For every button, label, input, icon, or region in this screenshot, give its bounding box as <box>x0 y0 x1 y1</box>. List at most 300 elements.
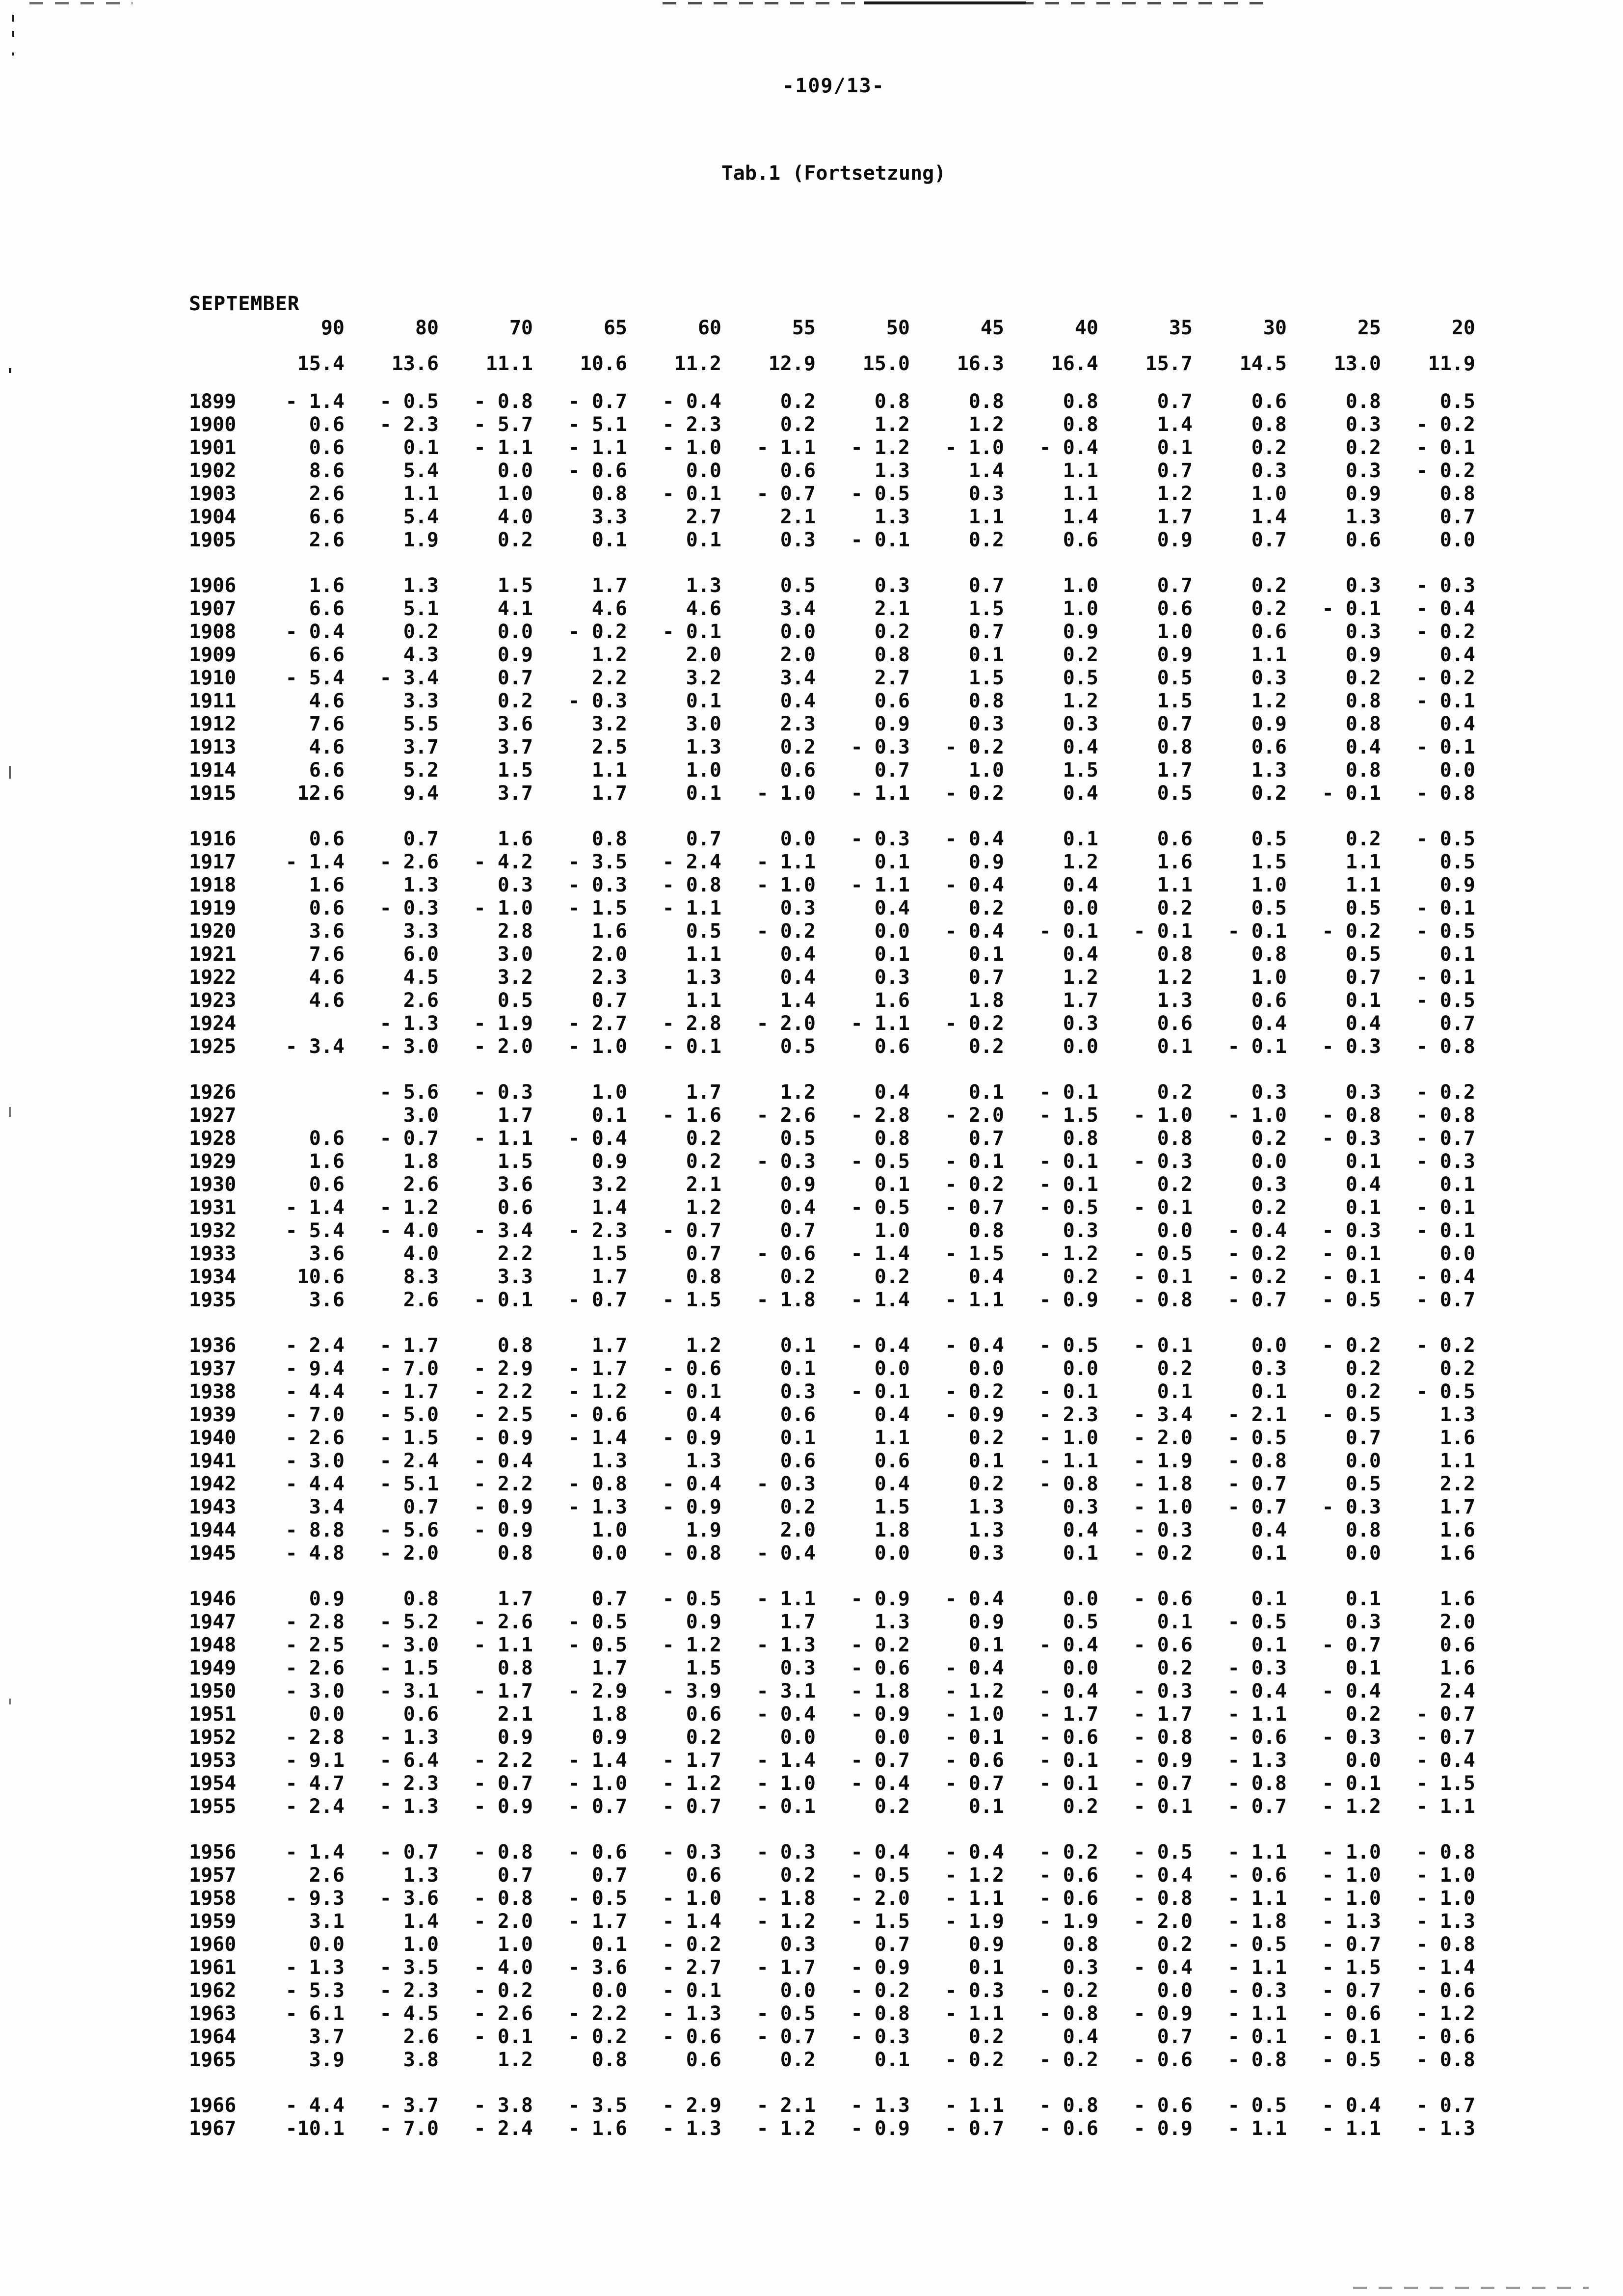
value-cell: 0.1 <box>1439 1173 1475 1196</box>
value-cell: 0.7 <box>686 1243 721 1265</box>
value-cell: - 1.3 <box>285 1956 345 1979</box>
value-cell: - 0.1 <box>474 1289 533 1311</box>
value-cell: 0.0 <box>1439 1243 1475 1265</box>
value-cell: - 3.7 <box>379 2094 439 2117</box>
value-cell: 0.3 <box>780 1380 816 1403</box>
value-cell: - 1.1 <box>945 2094 1004 2117</box>
table-row <box>189 966 1475 989</box>
value-cell: - 0.4 <box>945 828 1004 850</box>
value-cell: - 1.1 <box>474 436 533 459</box>
value-cell: - 2.0 <box>379 1542 439 1565</box>
value-cell: - 1.9 <box>945 1910 1004 1933</box>
value-cell: - 0.8 <box>1416 1104 1475 1127</box>
value-cell: 0.2 <box>1345 1380 1381 1403</box>
value-cell: 2.0 <box>686 644 721 666</box>
value-cell: 0.2 <box>1345 436 1381 459</box>
value-cell: 0.4 <box>968 1266 1004 1288</box>
value-cell: 0.3 <box>968 1542 1004 1565</box>
value-cell: 0.7 <box>1157 390 1193 413</box>
mean-value-cell: 15.7 <box>1145 352 1193 375</box>
value-cell: - 0.8 <box>662 1542 721 1565</box>
value-cell: 1.4 <box>1157 413 1193 436</box>
value-cell: 0.3 <box>968 713 1004 735</box>
value-cell: - 0.5 <box>568 1611 627 1633</box>
value-cell: 1.0 <box>968 759 1004 782</box>
value-cell: - 5.2 <box>379 1611 439 1633</box>
table-row <box>189 1243 1475 1266</box>
value-cell: - 0.2 <box>474 1979 533 2002</box>
table-row <box>189 828 1475 851</box>
scan-artifact <box>9 368 11 373</box>
value-cell: - 1.3 <box>1416 1910 1475 1933</box>
value-cell: 0.7 <box>591 1864 627 1887</box>
value-cell: 0.3 <box>968 483 1004 505</box>
value-cell: 0.2 <box>1157 1357 1193 1380</box>
value-cell: 0.7 <box>497 667 533 689</box>
table-row <box>189 1427 1475 1450</box>
value-cell: - 0.2 <box>945 1012 1004 1035</box>
value-cell: 0.0 <box>874 1726 910 1749</box>
value-cell: 0.5 <box>1157 667 1193 689</box>
value-cell: - 0.8 <box>474 1841 533 1864</box>
value-cell: 0.3 <box>1345 1611 1381 1633</box>
value-cell: - 1.9 <box>1039 1910 1098 1933</box>
value-cell: - 2.8 <box>662 1012 721 1035</box>
value-cell: - 1.0 <box>756 1772 816 1795</box>
value-cell: 2.1 <box>497 1703 533 1726</box>
table-row <box>189 436 1475 459</box>
value-cell: - 0.2 <box>662 1933 721 1956</box>
value-cell: 0.1 <box>968 1450 1004 1472</box>
value-cell: - 4.8 <box>285 1542 345 1565</box>
value-cell: - 0.6 <box>1133 2094 1193 2117</box>
value-cell: 0.1 <box>968 1081 1004 1104</box>
value-cell: - 3.6 <box>379 1887 439 1910</box>
value-cell: 5.4 <box>403 459 439 482</box>
year-cell: 1947 <box>189 1611 237 1633</box>
value-cell: - 0.2 <box>945 1173 1004 1196</box>
value-cell: - 0.3 <box>851 828 910 850</box>
value-cell: - 1.4 <box>851 1243 910 1265</box>
value-cell: - 0.4 <box>851 1334 910 1357</box>
table-row <box>189 1104 1475 1127</box>
value-cell: 0.8 <box>968 1219 1004 1242</box>
value-cell: - 0.2 <box>1416 667 1475 689</box>
value-cell: 0.8 <box>1345 759 1381 782</box>
value-cell: 7.6 <box>309 713 345 735</box>
value-cell: 1.8 <box>874 1519 910 1541</box>
value-cell: - 0.1 <box>1227 920 1287 943</box>
row-group <box>189 390 1475 552</box>
value-cell: - 7.0 <box>379 1357 439 1380</box>
year-cell: 1940 <box>189 1427 237 1449</box>
value-cell: 0.5 <box>1063 1611 1098 1633</box>
value-cell: 0.7 <box>403 828 439 850</box>
value-cell: - 1.1 <box>474 1127 533 1150</box>
value-cell: - 1.1 <box>851 1012 910 1035</box>
value-cell: - 0.8 <box>1227 1772 1287 1795</box>
value-cell: 0.1 <box>968 1795 1004 1818</box>
value-cell: - 0.3 <box>1416 574 1475 597</box>
table-row <box>189 390 1475 413</box>
value-cell: - 0.7 <box>1416 1703 1475 1726</box>
value-cell: - 1.7 <box>474 1680 533 1702</box>
value-cell: - 0.1 <box>1322 782 1381 805</box>
value-cell: 0.0 <box>780 1979 816 2002</box>
value-cell: - 0.4 <box>1322 1680 1381 1702</box>
value-cell: 0.6 <box>874 690 910 712</box>
value-cell: 2.0 <box>780 644 816 666</box>
value-cell: - 0.8 <box>1416 1841 1475 1864</box>
value-cell: 0.2 <box>1157 1933 1193 1956</box>
table-row <box>189 644 1475 667</box>
column-header: 65 <box>603 317 627 339</box>
value-cell: - 1.1 <box>1227 1887 1287 1910</box>
value-cell: - 3.6 <box>568 1956 627 1979</box>
value-cell: - 0.9 <box>474 1427 533 1449</box>
column-header: 35 <box>1169 317 1193 339</box>
value-cell: - 0.5 <box>1227 1611 1287 1633</box>
value-cell: 0.3 <box>1345 621 1381 643</box>
value-cell: 1.1 <box>1063 459 1098 482</box>
value-cell: 0.7 <box>968 621 1004 643</box>
value-cell: 0.5 <box>780 1127 816 1150</box>
value-cell: 0.6 <box>1251 736 1287 758</box>
mean-value-cell: 11.1 <box>485 352 533 375</box>
table-row <box>189 897 1475 920</box>
value-cell: - 2.8 <box>851 1104 910 1127</box>
value-cell: 0.8 <box>497 1542 533 1565</box>
value-cell: 4.3 <box>403 644 439 666</box>
year-cell: 1932 <box>189 1219 237 1242</box>
value-cell: 0.1 <box>1157 1611 1193 1633</box>
value-cell: 4.6 <box>309 736 345 758</box>
value-cell: - 1.4 <box>285 851 345 873</box>
value-cell: 0.1 <box>1345 1196 1381 1219</box>
value-cell: - 0.4 <box>945 920 1004 943</box>
value-cell: 8.3 <box>403 1266 439 1288</box>
year-cell: 1958 <box>189 1887 237 1910</box>
value-cell: - 0.4 <box>945 1334 1004 1357</box>
value-cell: 2.6 <box>403 1173 439 1196</box>
value-cell: 0.9 <box>1251 713 1287 735</box>
table-row <box>189 1127 1475 1150</box>
table-caption: Tab.1 (Fortsetzung) <box>721 162 946 185</box>
value-cell: 0.1 <box>1345 1657 1381 1679</box>
value-cell: 0.5 <box>686 920 721 943</box>
value-cell: - 1.3 <box>379 1795 439 1818</box>
table-row <box>189 920 1475 943</box>
value-cell: 0.6 <box>780 1404 816 1426</box>
value-cell: 0.9 <box>1063 621 1098 643</box>
value-cell: 0.5 <box>1439 390 1475 413</box>
value-cell: - 0.8 <box>1227 2049 1287 2071</box>
value-cell: - 1.0 <box>1416 1887 1475 1910</box>
mean-value-cell: 13.6 <box>391 352 439 375</box>
column-header: 80 <box>415 317 439 339</box>
value-cell: - 0.1 <box>1322 1243 1381 1265</box>
value-cell: 0.2 <box>1157 1081 1193 1104</box>
value-cell: 0.0 <box>591 1542 627 1565</box>
value-cell: 3.6 <box>497 1173 533 1196</box>
value-cell: - 0.1 <box>474 2026 533 2048</box>
value-cell: - 5.1 <box>568 413 627 436</box>
value-cell: 0.8 <box>1345 690 1381 712</box>
value-cell: 0.1 <box>874 943 910 966</box>
value-cell: - 1.1 <box>1227 1956 1287 1979</box>
value-cell: 4.6 <box>591 597 627 620</box>
value-cell: 0.8 <box>1345 390 1381 413</box>
value-cell: - 0.4 <box>662 1473 721 1495</box>
value-cell: - 3.8 <box>474 2094 533 2117</box>
value-cell: 1.7 <box>497 1588 533 1610</box>
value-cell: - 2.0 <box>1133 1427 1193 1449</box>
value-cell: - 1.5 <box>568 897 627 919</box>
value-cell: - 0.1 <box>945 1150 1004 1173</box>
value-cell: 0.3 <box>780 1933 816 1956</box>
scan-artifact <box>864 1 1026 4</box>
value-cell: 0.2 <box>968 1473 1004 1495</box>
value-cell: 0.3 <box>1063 1956 1098 1979</box>
value-cell: 0.1 <box>1439 943 1475 966</box>
value-cell: 1.2 <box>780 1081 816 1104</box>
value-cell: - 0.9 <box>851 1703 910 1726</box>
value-cell: 4.6 <box>686 597 721 620</box>
value-cell: 2.6 <box>309 483 345 505</box>
value-cell: 0.3 <box>1251 1081 1287 1104</box>
value-cell: 0.7 <box>403 1496 439 1518</box>
value-cell: - 0.4 <box>756 1542 816 1565</box>
value-cell: - 0.8 <box>474 390 533 413</box>
value-cell: - 0.5 <box>1416 989 1475 1012</box>
value-cell: - 1.3 <box>1227 1749 1287 1772</box>
value-cell: 0.9 <box>309 1588 345 1610</box>
value-cell: - 0.8 <box>662 874 721 896</box>
value-cell: 0.4 <box>780 690 816 712</box>
value-cell: - 0.2 <box>851 1634 910 1656</box>
year-cell: 1906 <box>189 574 237 597</box>
value-cell: 0.6 <box>309 828 345 850</box>
value-cell: 0.7 <box>1251 529 1287 551</box>
value-cell: - 0.1 <box>1133 1334 1193 1357</box>
value-cell: - 2.9 <box>662 2094 721 2117</box>
year-cell: 1934 <box>189 1266 237 1288</box>
value-cell: 0.6 <box>1063 529 1098 551</box>
year-cell: 1956 <box>189 1841 237 1864</box>
table-row <box>189 1334 1475 1357</box>
value-cell: - 9.4 <box>285 1357 345 1380</box>
value-cell: 3.2 <box>686 667 721 689</box>
value-cell: 0.6 <box>1345 529 1381 551</box>
value-cell: 0.4 <box>780 966 816 989</box>
value-cell: - 1.8 <box>851 1680 910 1702</box>
value-cell: 0.7 <box>1345 1427 1381 1449</box>
mean-value-cell: 16.3 <box>957 352 1004 375</box>
value-cell: - 0.2 <box>1322 1334 1381 1357</box>
value-cell: 0.9 <box>968 1933 1004 1956</box>
table-row <box>189 1380 1475 1404</box>
value-cell: 1.1 <box>874 1427 910 1449</box>
value-cell: - 1.2 <box>851 436 910 459</box>
value-cell: 0.1 <box>1251 1634 1287 1656</box>
value-cell: - 3.4 <box>474 1219 533 1242</box>
value-cell: 1.3 <box>686 736 721 758</box>
value-cell: - 0.3 <box>568 874 627 896</box>
table-row <box>189 1979 1475 2002</box>
value-cell: - 0.7 <box>756 483 816 505</box>
value-cell: 0.9 <box>1157 644 1193 666</box>
value-cell: 0.2 <box>968 2026 1004 2048</box>
mean-value-cell: 13.0 <box>1333 352 1381 375</box>
value-cell: - 1.1 <box>1227 1703 1287 1726</box>
value-cell: - 0.1 <box>1416 690 1475 712</box>
value-cell: - 1.1 <box>662 897 721 919</box>
year-cell: 1904 <box>189 506 237 528</box>
value-cell: - 0.2 <box>945 736 1004 758</box>
value-cell: - 0.6 <box>1039 1726 1098 1749</box>
value-cell: 0.0 <box>1063 897 1098 919</box>
value-cell: 0.3 <box>1345 1081 1381 1104</box>
mean-value-cell: 14.5 <box>1239 352 1287 375</box>
value-cell: 0.9 <box>1439 874 1475 896</box>
value-cell: 0.1 <box>686 529 721 551</box>
value-cell: - 0.6 <box>662 1357 721 1380</box>
value-cell: 0.7 <box>1345 966 1381 989</box>
value-cell: 0.8 <box>591 828 627 850</box>
scan-artifact <box>9 1699 11 1704</box>
value-cell: 0.1 <box>1063 1542 1098 1565</box>
year-cell: 1954 <box>189 1772 237 1795</box>
value-cell: - 0.1 <box>1322 597 1381 620</box>
value-cell: 0.3 <box>1251 459 1287 482</box>
value-cell: - 1.1 <box>945 1289 1004 1311</box>
mean-row <box>189 352 1475 376</box>
value-cell: 3.6 <box>309 920 345 943</box>
value-cell: - 1.3 <box>1416 2117 1475 2140</box>
value-cell: 0.8 <box>1157 943 1193 966</box>
value-cell: 0.6 <box>686 2049 721 2071</box>
table-row <box>189 1680 1475 1703</box>
table-row <box>189 1956 1475 1979</box>
value-cell: - 0.8 <box>1416 1035 1475 1058</box>
value-cell: 1.4 <box>591 1196 627 1219</box>
value-cell: 0.0 <box>780 621 816 643</box>
value-cell: - 0.9 <box>662 1427 721 1449</box>
value-cell: 0.2 <box>403 621 439 643</box>
year-cell: 1902 <box>189 459 237 482</box>
value-cell: 1.6 <box>1439 1519 1475 1541</box>
value-cell: - 3.4 <box>1133 1404 1193 1426</box>
value-cell: 0.1 <box>874 851 910 873</box>
value-cell: - 0.2 <box>1039 2049 1098 2071</box>
value-cell: 1.5 <box>968 667 1004 689</box>
value-cell: 0.6 <box>780 1450 816 1472</box>
value-cell: 2.6 <box>403 2026 439 2048</box>
value-cell: 3.7 <box>497 782 533 805</box>
value-cell: 3.4 <box>780 597 816 620</box>
value-cell: - 0.1 <box>662 1035 721 1058</box>
value-cell: 0.2 <box>874 1795 910 1818</box>
year-cell: 1922 <box>189 966 237 989</box>
value-cell: 0.2 <box>1157 1173 1193 1196</box>
value-cell: - 1.8 <box>1133 1473 1193 1495</box>
value-cell: 0.2 <box>1251 597 1287 620</box>
value-cell: - 2.6 <box>379 851 439 873</box>
table-row <box>189 2094 1475 2117</box>
value-cell: 2.6 <box>309 529 345 551</box>
value-cell: 0.8 <box>1251 413 1287 436</box>
value-cell: - 5.4 <box>285 1219 345 1242</box>
column-header: 55 <box>792 317 816 339</box>
value-cell: 3.7 <box>309 2026 345 2048</box>
value-cell: 0.4 <box>1063 1519 1098 1541</box>
value-cell: 0.2 <box>1345 667 1381 689</box>
value-cell: - 0.9 <box>1039 1289 1098 1311</box>
value-cell: 1.5 <box>1063 759 1098 782</box>
value-cell: 0.9 <box>1157 529 1193 551</box>
value-cell: - 0.7 <box>1416 1127 1475 1150</box>
value-cell: 1.0 <box>1251 483 1287 505</box>
value-cell: 0.2 <box>780 413 816 436</box>
value-cell: 3.2 <box>497 966 533 989</box>
value-cell: - 0.7 <box>1227 1473 1287 1495</box>
value-cell: - 0.5 <box>1416 920 1475 943</box>
value-cell: - 0.2 <box>1416 1334 1475 1357</box>
year-cell: 1953 <box>189 1749 237 1772</box>
value-cell: - 0.1 <box>1039 1380 1098 1403</box>
value-cell: 1.6 <box>1439 1427 1475 1449</box>
mean-value-cell: 15.4 <box>297 352 345 375</box>
value-cell: 0.4 <box>780 1196 816 1219</box>
value-cell: - 1.1 <box>1322 2117 1381 2140</box>
year-cell: 1945 <box>189 1542 237 1565</box>
year-cell: 1913 <box>189 736 237 758</box>
value-cell: - 0.7 <box>1416 1726 1475 1749</box>
value-cell: - 1.1 <box>1227 2002 1287 2025</box>
value-cell: 0.3 <box>1063 713 1098 735</box>
value-cell: - 1.7 <box>756 1956 816 1979</box>
year-cell: 1914 <box>189 759 237 782</box>
value-cell: - 0.1 <box>1133 1266 1193 1288</box>
value-cell: - 0.4 <box>1416 1749 1475 1772</box>
value-cell: 0.2 <box>686 1726 721 1749</box>
value-cell: - 0.1 <box>1039 1150 1098 1173</box>
value-cell: 1.4 <box>1063 506 1098 528</box>
value-cell: 1.3 <box>686 1450 721 1472</box>
value-cell: - 0.3 <box>1322 1496 1381 1518</box>
value-cell: - 0.6 <box>945 1749 1004 1772</box>
value-cell: - 2.5 <box>474 1404 533 1426</box>
value-cell: 1.7 <box>591 1657 627 1679</box>
value-cell: - 0.2 <box>945 2049 1004 2071</box>
value-cell: 0.2 <box>1251 782 1287 805</box>
value-cell: 1.8 <box>403 1150 439 1173</box>
value-cell: 1.6 <box>874 989 910 1012</box>
value-cell: 0.0 <box>1157 1979 1193 2002</box>
value-cell: - 2.1 <box>756 2094 816 2117</box>
year-cell <box>189 352 250 376</box>
value-cell: - 0.2 <box>1227 1243 1287 1265</box>
value-cell: 0.7 <box>968 966 1004 989</box>
value-cell: - 0.3 <box>756 1473 816 1495</box>
value-cell: - 2.2 <box>474 1473 533 1495</box>
value-cell: - 4.5 <box>379 2002 439 2025</box>
value-cell: - 0.4 <box>851 1841 910 1864</box>
value-cell: - 0.4 <box>1133 1956 1193 1979</box>
value-cell: - 0.4 <box>1227 1680 1287 1702</box>
value-cell: 6.0 <box>403 943 439 966</box>
value-cell <box>250 1104 345 1127</box>
